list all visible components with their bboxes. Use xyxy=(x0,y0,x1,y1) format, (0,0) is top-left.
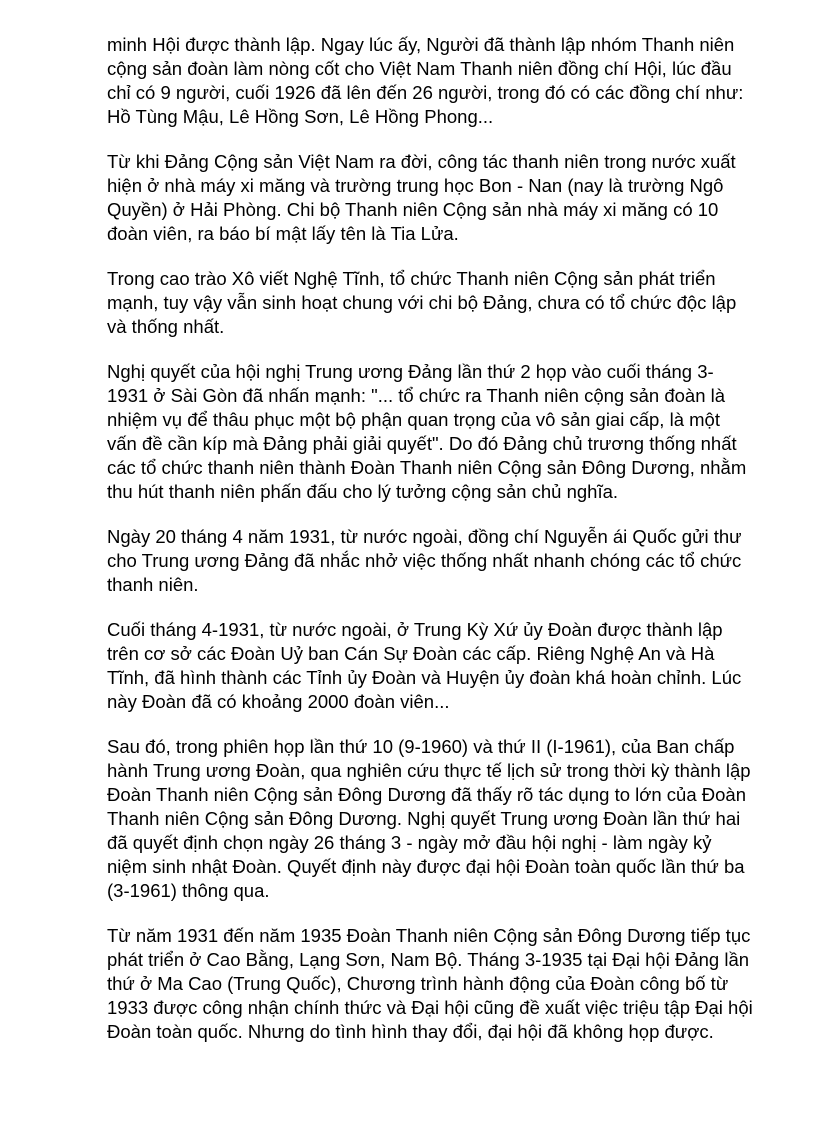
text-line: chỉ có 9 người, cuối 1926 đã lên đến 26 người, trong đó có các đồng chí như: xyxy=(107,82,744,103)
text-line: cho Trung ương Đảng đã nhắc nhở việc thống nhất nhanh chóng các tổ chức xyxy=(107,550,742,571)
paragraph-4 xyxy=(107,360,767,504)
paragraph-8 xyxy=(107,924,767,1044)
text-line: Quyền) ở Hải Phòng. Chi bộ Thanh niên Cộng sản nhà máy xi măng có 10 xyxy=(107,199,719,220)
text-line: này Đoàn đã có khoảng 2000 đoàn viên... xyxy=(107,691,450,712)
text-line: Sau đó, trong phiên họp lần thứ 10 (9-1960) và thứ II (I-1961), của Ban chấp xyxy=(107,736,735,757)
text-line: Ngày 20 tháng 4 năm 1931, từ nước ngoài, đồng chí Nguyễn ái Quốc gửi thư xyxy=(107,526,742,547)
text-line: Từ khi Đảng Cộng sản Việt Nam ra đời, công tác thanh niên trong nước xuất xyxy=(107,151,736,172)
text-line: nhiệm vụ để thâu phục một bộ phận quan trọng của vô sản giai cấp, là một xyxy=(107,409,720,430)
text-line: Đoàn Thanh niên Cộng sản Đông Dương đã thấy rõ tác dụng to lớn của Đoàn xyxy=(107,784,746,805)
text-line: hiện ở nhà máy xi măng và trường trung học Bon - Nan (nay là trường Ngô xyxy=(107,175,724,196)
text-line: 1931 ở Sài Gòn đã nhấn mạnh: "... tổ chức ra Thanh niên cộng sản đoàn là xyxy=(107,385,726,406)
text-line: niệm sinh nhật Đoàn. Quyết định này được đại hội Đoàn toàn quốc lần thứ ba xyxy=(107,856,745,877)
text-line: thanh niên. xyxy=(107,574,199,595)
text-line: thứ ở Ma Cao (Trung Quốc), Chương trình hành động của Đoàn công bố từ xyxy=(107,973,729,994)
paragraph-2 xyxy=(107,150,767,246)
text-line: các tổ chức thanh niên thành Đoàn Thanh niên Cộng sản Đông Dương, nhằm xyxy=(107,457,747,478)
text-line: cộng sản đoàn làm nòng cốt cho Việt Nam Thanh niên đồng chí Hội, lúc đầu xyxy=(107,58,732,79)
text-line: Cuối tháng 4-1931, từ nước ngoài, ở Trung Kỳ Xứ ủy Đoàn được thành lập xyxy=(107,619,723,640)
paragraph-1 xyxy=(107,33,767,129)
text-line: Từ năm 1931 đến năm 1935 Đoàn Thanh niên Cộng sản Đông Dương tiếp tục xyxy=(107,925,751,946)
text-line: Hồ Tùng Mậu, Lê Hồng Sơn, Lê Hồng Phong... xyxy=(107,106,494,127)
paragraph-5 xyxy=(107,525,767,597)
text-line: hành Trung ương Đoàn, qua nghiên cứu thực tế lịch sử trong thời kỳ thành lập xyxy=(107,760,751,781)
paragraph-6 xyxy=(107,618,767,714)
text-line: phát triển ở Cao Bằng, Lạng Sơn, Nam Bộ. Tháng 3-1935 tại Đại hội Đảng lần xyxy=(107,949,750,970)
text-line: mạnh, tuy vậy vẫn sinh hoạt chung với chi bộ Đảng, chưa có tổ chức độc lập xyxy=(107,292,737,313)
text-line: 1933 được công nhận chính thức và Đại hội cũng đề xuất việc triệu tập Đại hội xyxy=(107,997,753,1018)
paragraph-3 xyxy=(107,267,767,339)
text-line: và thống nhất. xyxy=(107,316,225,337)
text-line: Đoàn toàn quốc. Nhưng do tình hình thay đổi, đại hội đã không họp được. xyxy=(107,1021,714,1042)
text-line: Tĩnh, đã hình thành các Tỉnh ủy Đoàn và Huyện ủy đoàn khá hoàn chỉnh. Lúc xyxy=(107,667,742,688)
text-line: vấn đề cần kíp mà Đảng phải giải quyết". Do đó Đảng chủ trương thống nhất xyxy=(107,433,737,454)
document-page xyxy=(107,33,767,1065)
text-line: thu hút thanh niên phấn đấu cho lý tưởng cộng sản chủ nghĩa. xyxy=(107,481,619,502)
paragraph-7 xyxy=(107,735,767,903)
text-line: đã quyết định chọn ngày 26 tháng 3 - ngày mở đầu hội nghị - làm ngày kỷ xyxy=(107,832,712,853)
text-line: Nghị quyết của hội nghị Trung ương Đảng lần thứ 2 họp vào cuối tháng 3- xyxy=(107,361,714,382)
text-line: Thanh niên Cộng sản Đông Dương. Nghị quyết Trung ương Đoàn lần thứ hai xyxy=(107,808,741,829)
text-line: Trong cao trào Xô viết Nghệ Tĩnh, tổ chức Thanh niên Cộng sản phát triển xyxy=(107,268,716,289)
text-line: trên cơ sở các Đoàn Uỷ ban Cán Sự Đoàn các cấp. Riêng Nghệ An và Hà xyxy=(107,643,715,664)
text-line: (3-1961) thông qua. xyxy=(107,880,270,901)
text-line: đoàn viên, ra báo bí mật lấy tên là Tia Lửa. xyxy=(107,223,459,244)
text-line: minh Hội được thành lập. Ngay lúc ấy, Người đã thành lập nhóm Thanh niên xyxy=(107,34,735,55)
